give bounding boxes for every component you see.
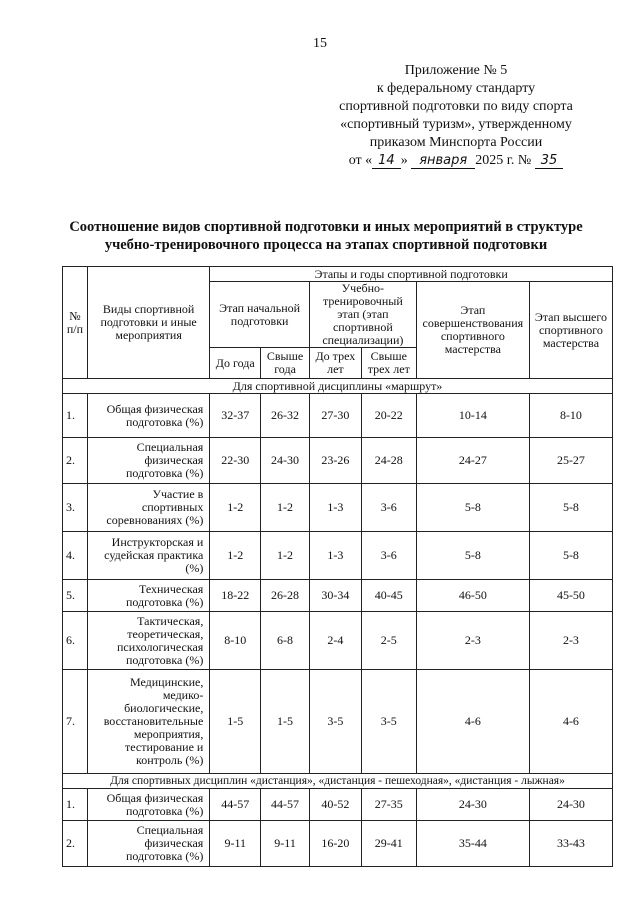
row-kind: Специальная физическая подготовка (%) [87,821,209,867]
cell-value: 30-34 [309,580,361,612]
ratio-table-wrapper [62,266,613,867]
section-header-distance: Для спортивных дисциплин «дистанция», «дистанция - пешеходная», «дистанция - лыжная» [63,774,613,789]
cell-value: 29-41 [361,821,416,867]
cell-value: 1-2 [261,532,310,580]
cell-value: 5-8 [529,484,612,532]
cell-value: 6-8 [261,612,310,670]
cell-value: 1-2 [210,484,261,532]
row-number: 1. [63,789,88,821]
header-up-to-year: До года [210,348,261,379]
row-number: 7. [63,670,88,774]
row-kind: Общая физическая подготовка (%) [87,394,209,438]
header-over-year: Свыше года [261,348,310,379]
cell-value: 1-3 [309,484,361,532]
row-kind: Медицинские, медико-биологические, восстановительные мероприятия, тестирование и контроль (%) [87,670,209,774]
cell-value: 24-27 [416,438,529,484]
date-mid: » [400,153,408,168]
cell-value: 16-20 [309,821,361,867]
appendix-line: к федеральному стандарту [376,81,536,96]
row-number: 4. [63,532,88,580]
cell-value: 27-30 [309,394,361,438]
header-improvement: Этап совершенствования спортивного мастерства [416,282,529,379]
cell-value: 1-5 [210,670,261,774]
table-row [63,612,613,670]
cell-value: 1-2 [261,484,310,532]
cell-value: 9-11 [261,821,310,867]
cell-value: 45-50 [529,580,612,612]
cell-value: 1-3 [309,532,361,580]
cell-value: 4-6 [416,670,529,774]
cell-value: 46-50 [416,580,529,612]
cell-value: 8-10 [529,394,612,438]
cell-value: 44-57 [210,789,261,821]
row-kind: Техническая подготовка (%) [87,580,209,612]
row-kind: Тактическая, теоретическая, психологическая подготовка (%) [87,612,209,670]
cell-value: 10-14 [416,394,529,438]
cell-value: 22-30 [210,438,261,484]
row-number: 3. [63,484,88,532]
cell-value: 25-27 [529,438,612,484]
cell-value: 27-35 [361,789,416,821]
cell-value: 24-28 [361,438,416,484]
cell-value: 20-22 [361,394,416,438]
date-month: января [411,153,475,169]
row-number: 1. [63,394,88,438]
appendix-date-line [306,152,606,170]
cell-value: 2-4 [309,612,361,670]
cell-value: 3-5 [309,670,361,774]
header-stages: Этапы и годы спортивной подготовки [210,267,613,282]
appendix-block [306,62,606,170]
appendix-line: Приложение № 5 [404,63,508,78]
row-kind: Общая физическая подготовка (%) [87,789,209,821]
cell-value: 2-3 [529,612,612,670]
header-up-to-three: До трех лет [309,348,361,379]
cell-value: 4-6 [529,670,612,774]
title-line: учебно-тренировочного процесса на этапах спортивной подготовки [104,237,548,253]
table-row [63,821,613,867]
cell-value: 24-30 [261,438,310,484]
cell-value: 18-22 [210,580,261,612]
table-row [63,532,613,580]
date-number: 35 [535,153,564,169]
header-kind: Виды спортивной подготовки и иные мероприятия [87,267,209,379]
cell-value: 3-6 [361,532,416,580]
cell-value: 24-30 [529,789,612,821]
row-number: 5. [63,580,88,612]
cell-value: 2-5 [361,612,416,670]
table-row [63,670,613,774]
cell-value: 3-6 [361,484,416,532]
cell-value: 5-8 [529,532,612,580]
header-training: Учебно-тренировочный этап (этап спортивной специализации) [309,282,416,348]
cell-value: 32-37 [210,394,261,438]
cell-value: 2-3 [416,612,529,670]
date-year: 2025 г. № [475,153,532,168]
page-number: 15 [313,36,327,51]
cell-value: 1-2 [210,532,261,580]
header-num: № п/п [63,267,88,379]
table-row [63,438,613,484]
row-kind: Инструкторская и судейская практика (%) [87,532,209,580]
table-row [63,580,613,612]
cell-value: 44-57 [261,789,310,821]
date-prefix: от « [348,153,373,168]
cell-value: 40-52 [309,789,361,821]
cell-value: 8-10 [210,612,261,670]
cell-value: 33-43 [529,821,612,867]
cell-value: 26-32 [261,394,310,438]
row-number: 2. [63,821,88,867]
row-number: 6. [63,612,88,670]
table-row [63,484,613,532]
cell-value: 5-8 [416,532,529,580]
row-kind: Участие в спортивных соревнованиях (%) [87,484,209,532]
header-higher: Этап высшего спортивного мастерства [529,282,612,379]
cell-value: 23-26 [309,438,361,484]
cell-value: 1-5 [261,670,310,774]
appendix-line: приказом Минспорта России [369,135,543,150]
section-header-route: Для спортивной дисциплины «маршрут» [63,379,613,394]
cell-value: 24-30 [416,789,529,821]
cell-value: 40-45 [361,580,416,612]
row-number: 2. [63,438,88,484]
cell-value: 26-28 [261,580,310,612]
cell-value: 3-5 [361,670,416,774]
document-title [36,218,616,254]
table-row [63,394,613,438]
cell-value: 9-11 [210,821,261,867]
date-day: 14 [372,153,401,169]
table-row [63,789,613,821]
header-over-three: Свыше трех лет [361,348,416,379]
cell-value: 35-44 [416,821,529,867]
row-kind: Специальная физическая подготовка (%) [87,438,209,484]
header-initial: Этап начальной подготовки [210,282,310,348]
title-line: Соотношение видов спортивной подготовки и иных мероприятий в структуре [69,219,583,235]
cell-value: 5-8 [416,484,529,532]
appendix-line: спортивной подготовки по виду спорта [339,99,573,114]
ratio-table [62,266,613,867]
appendix-line: «спортивный туризм», утвержденному [340,117,572,132]
